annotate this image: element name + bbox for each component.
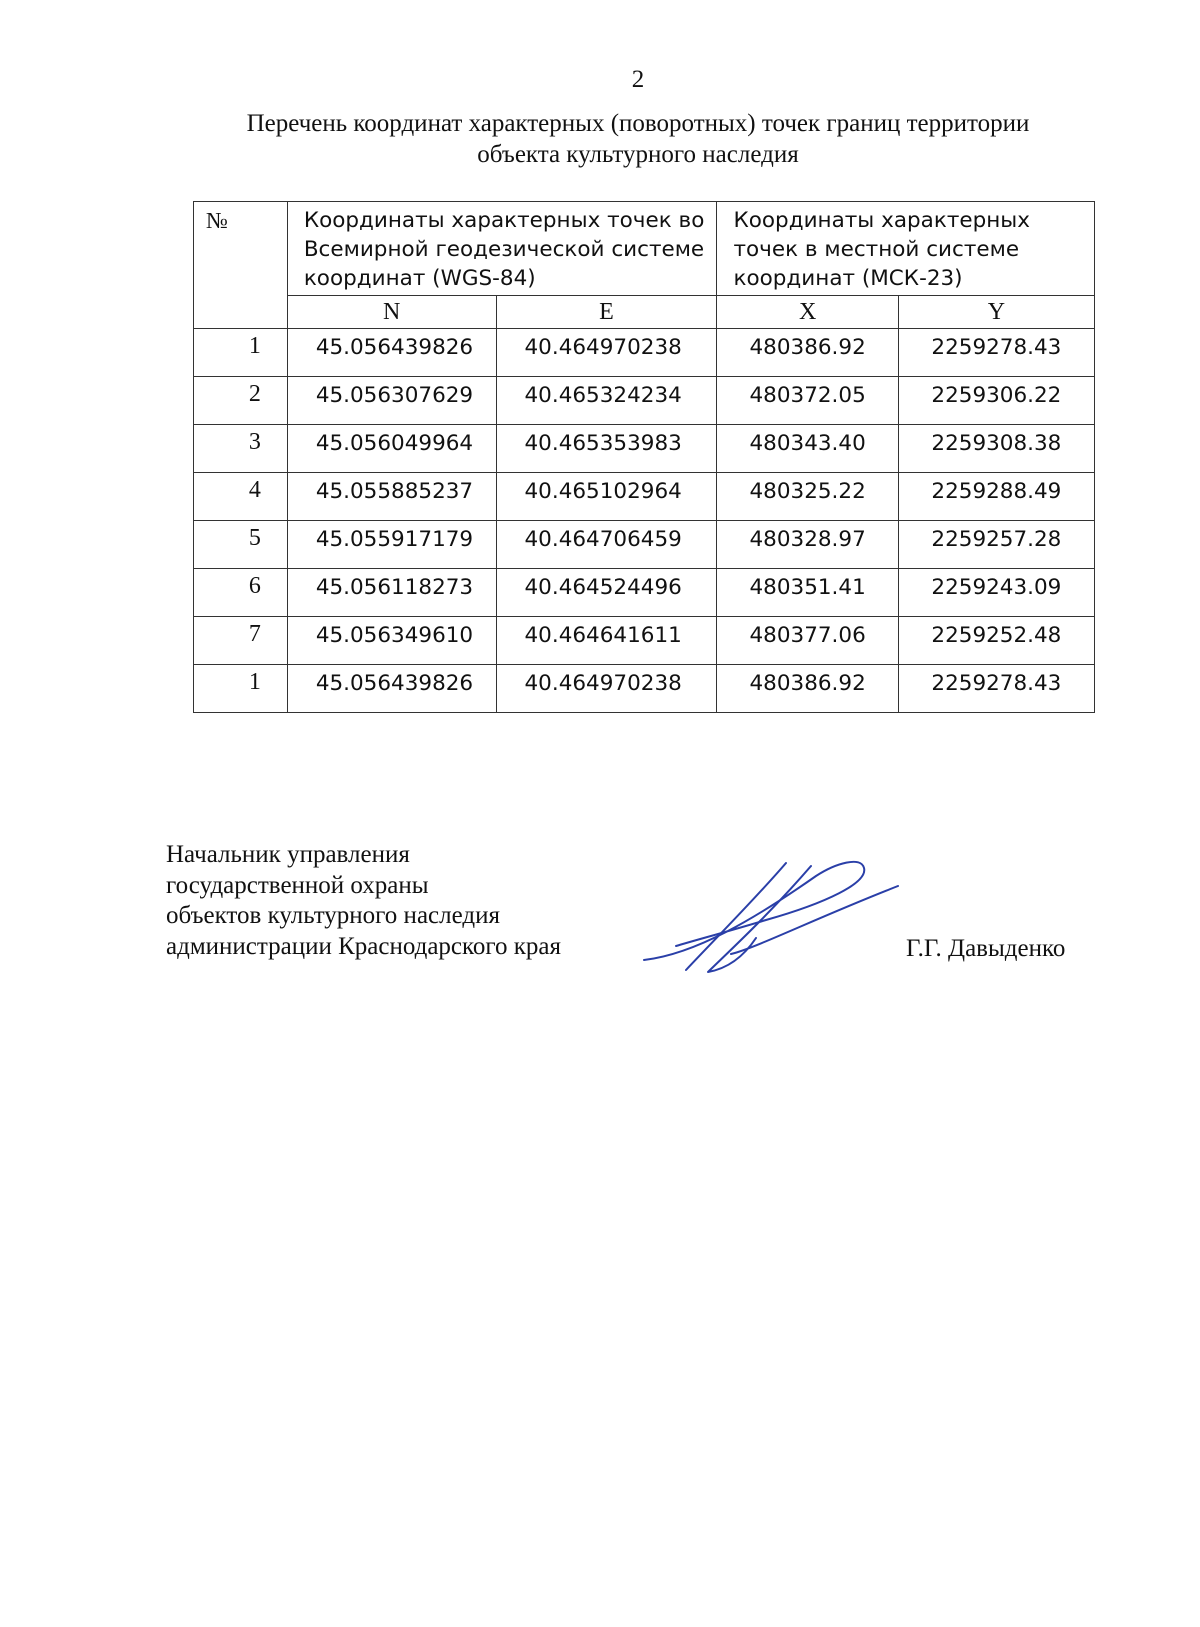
point-number: 1: [194, 665, 288, 713]
cell-e: 40.464706459: [496, 521, 717, 569]
point-number: 7: [194, 617, 288, 665]
signatory-position-line-2: государственной охраны: [166, 871, 429, 899]
cell-x: 480386.92: [717, 665, 898, 713]
table-row: [194, 329, 1095, 377]
table-row: [194, 425, 1095, 473]
handwritten-signature: [636, 858, 916, 978]
cell-x: 480328.97: [717, 521, 898, 569]
document-title: [170, 108, 1106, 170]
cell-n: 45.056349610: [287, 617, 496, 665]
cell-e: 40.464970238: [496, 665, 717, 713]
document-title-line-2: объекта культурного наследия: [477, 141, 799, 168]
point-number: 4: [194, 473, 288, 521]
cell-y: 2259288.49: [898, 473, 1094, 521]
header-axis-n: N: [287, 296, 496, 329]
document-title-line-1: Перечень координат характерных (поворотных) точек границ территории: [246, 110, 1030, 137]
signature-stroke: [686, 863, 786, 970]
cell-y: 2259243.09: [898, 569, 1094, 617]
table-row: [194, 473, 1095, 521]
signature-stroke: [708, 866, 811, 972]
table-row: [194, 521, 1095, 569]
signatory-position-line-1: Начальник управления: [166, 841, 410, 868]
cell-y: 2259278.43: [898, 665, 1094, 713]
cell-n: 45.056049964: [287, 425, 496, 473]
table-row: [194, 569, 1095, 617]
header-msk23-group: Координаты характерных точек в местной системе координат (МСК-23): [717, 202, 1095, 296]
cell-n: 45.056439826: [287, 665, 496, 713]
point-number: 2: [194, 377, 288, 425]
table-row: [194, 665, 1095, 713]
cell-n: 45.056439826: [287, 329, 496, 377]
cell-e: 40.464641611: [496, 617, 717, 665]
point-number: 1: [194, 329, 288, 377]
page-number: 2: [631, 66, 645, 93]
signatory-position-line-4: администрации Краснодарского края: [166, 932, 562, 960]
cell-n: 45.055885237: [287, 473, 496, 521]
cell-y: 2259308.38: [898, 425, 1094, 473]
signatory-position-line-3: объектов культурного наследия: [166, 902, 500, 929]
cell-x: 480386.92: [717, 329, 898, 377]
header-axis-e: E: [496, 296, 717, 329]
cell-e: 40.465324234: [496, 377, 717, 425]
table-row: [194, 377, 1095, 425]
point-number: 3: [194, 425, 288, 473]
header-axis-x: X: [717, 296, 898, 329]
cell-e: 40.465353983: [496, 425, 717, 473]
cell-x: 480372.05: [717, 377, 898, 425]
signatory-name: Г.Г. Давыденко: [906, 935, 1066, 962]
cell-y: 2259257.28: [898, 521, 1094, 569]
cell-x: 480377.06: [717, 617, 898, 665]
cell-x: 480343.40: [717, 425, 898, 473]
point-number: 5: [194, 521, 288, 569]
cell-x: 480351.41: [717, 569, 898, 617]
cell-y: 2259306.22: [898, 377, 1094, 425]
cell-e: 40.464524496: [496, 569, 717, 617]
cell-n: 45.055917179: [287, 521, 496, 569]
table-row: [194, 617, 1095, 665]
header-wgs84-group: Координаты характерных точек во Всемирной геодезической системе координат (WGS-84): [287, 202, 717, 296]
cell-n: 45.056118273: [287, 569, 496, 617]
point-number: 6: [194, 569, 288, 617]
signatory-position: [166, 840, 561, 962]
header-axis-y: Y: [898, 296, 1094, 329]
cell-y: 2259278.43: [898, 329, 1094, 377]
cell-y: 2259252.48: [898, 617, 1094, 665]
cell-n: 45.056307629: [287, 377, 496, 425]
coordinates-table: [193, 201, 1095, 713]
cell-e: 40.465102964: [496, 473, 717, 521]
cell-e: 40.464970238: [496, 329, 717, 377]
cell-x: 480325.22: [717, 473, 898, 521]
header-number: №: [194, 202, 288, 329]
